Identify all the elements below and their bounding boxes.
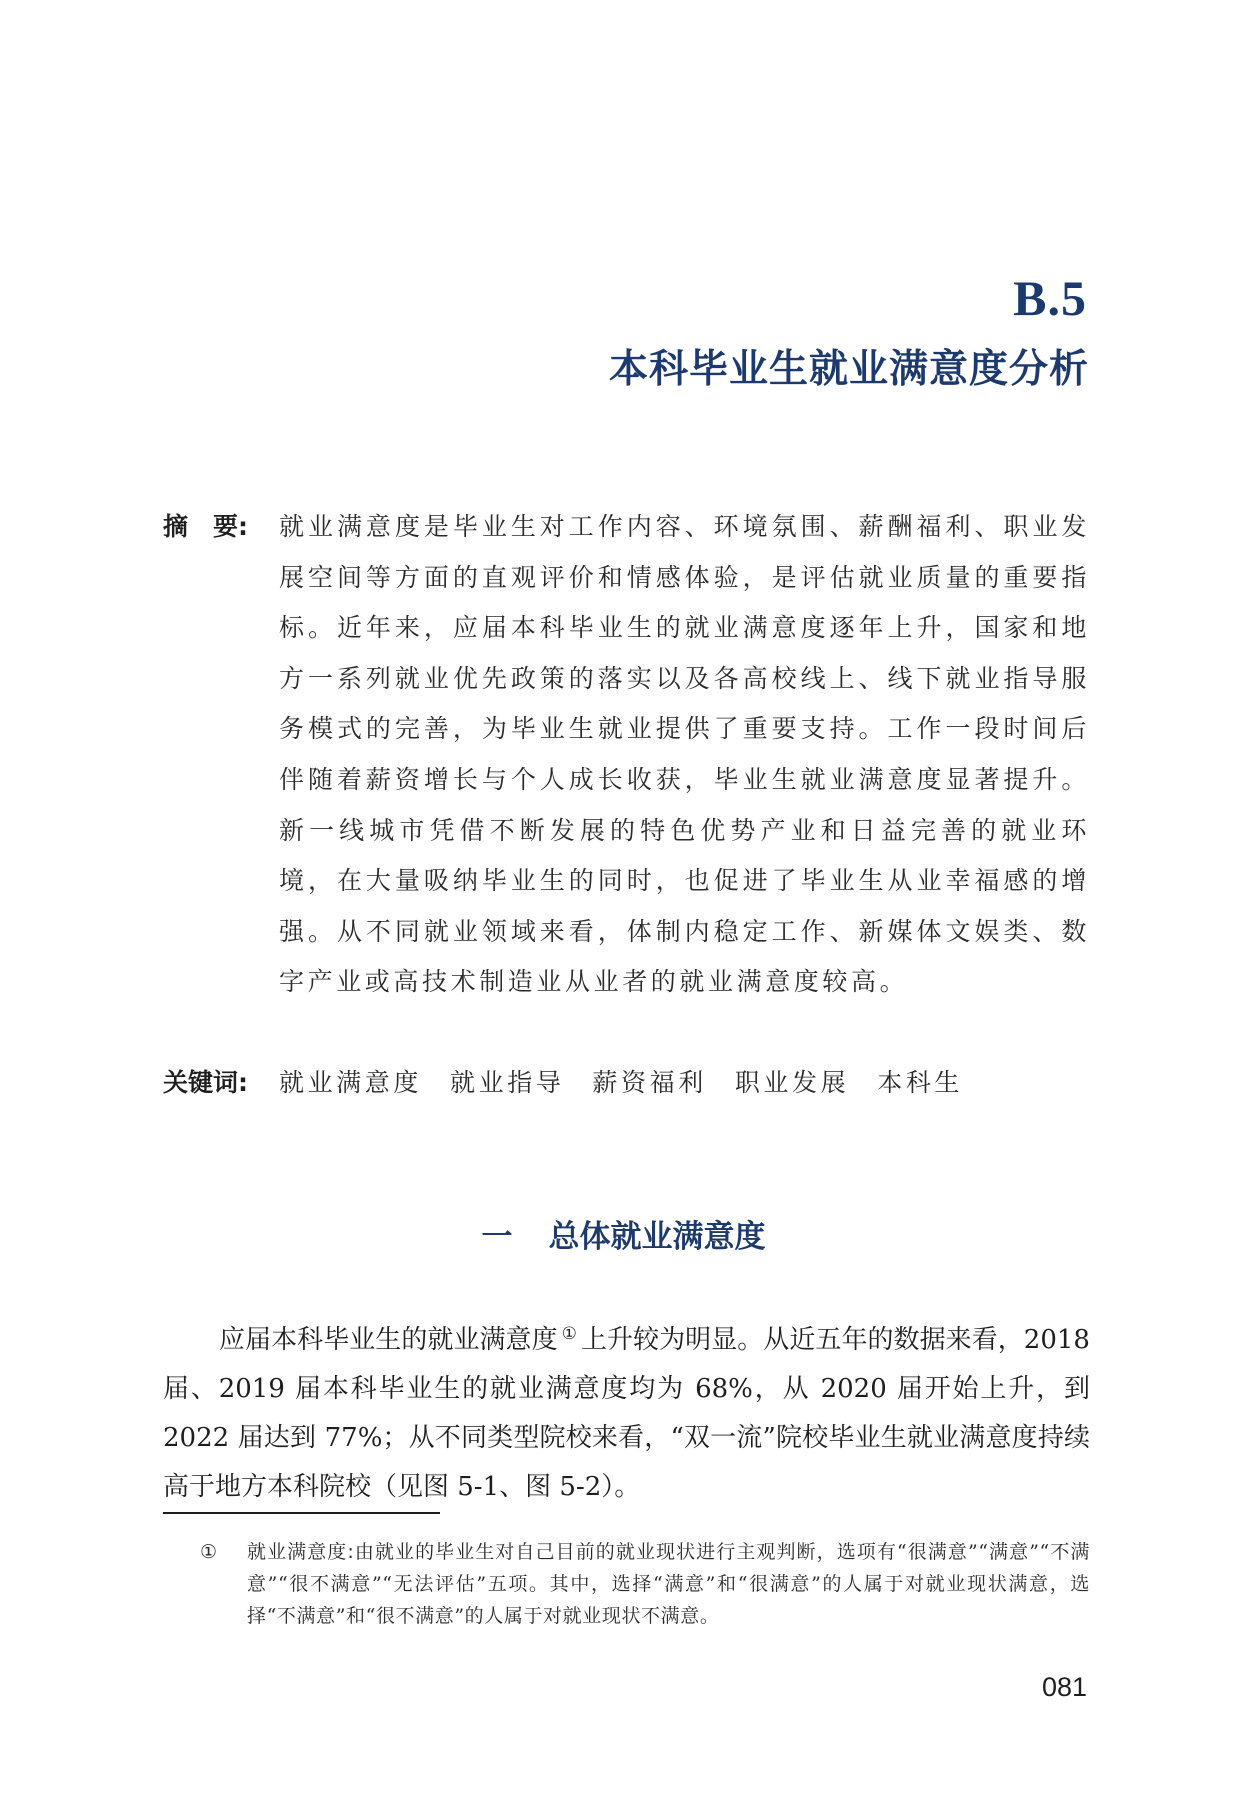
body-paragraph (163, 1310, 1090, 1512)
keyword-item: 薪资福利 (592, 1068, 707, 1097)
body-text-start: 应届本科毕业生的就业满意度 (219, 1325, 558, 1355)
footnote-reference[interactable]: ① (561, 1324, 577, 1344)
chapter-title: 本科毕业生就业满意度分析 (608, 347, 1089, 392)
keywords-label: 关键词: (163, 1068, 248, 1097)
footnote-body: 由就业的毕业生对自己目前的就业现状进行主观判断，选项有“很满意”“满意”“不满意”“很不满意”“无法评估”五项。其中，选择“满意”和“很满意”的人属于对就业现状满意，选择“不满意”和“很不满意”的人属于对就业现状不满意。 (247, 1541, 1090, 1627)
footnote-text (247, 1536, 1090, 1632)
keyword-item: 职业发展 (734, 1068, 850, 1097)
keyword-item: 就业满意度 (279, 1068, 423, 1097)
abstract-text: 就业满意度是毕业生对工作内容、环境氛围、薪酬福利、职业发展空间等方面的直观评价和情感体验，是评估就业质量的重要指标。近年来，应届本科毕业生的就业满意度逐年上升，国家和地方一系列就业优先政策的落实以及各高校线上、线下就业指导服务模式的完善，为毕业生就业提供了重要支持。工作一段时间后伴随着薪资增长与个人成长收获，毕业生就业满意度显著提升。新一线城市凭借不断发展的特色优势产业和日益完善的就业环境，在大量吸纳毕业生的同时，也促进了毕业生从业幸福感的增强。从不同就业领域来看，体制内稳定工作、新媒体文娱类、数字产业或高技术制造业从业者的就业满意度较高。 (279, 512, 1090, 997)
page-number: 081 (1041, 1672, 1087, 1702)
section-title: 总体就业满意度 (548, 1219, 766, 1255)
footnote-term: 就业满意度: (247, 1541, 355, 1563)
footnote-mark: ① (200, 1541, 218, 1563)
section-heading (0, 1212, 1247, 1262)
section-number: 一 (481, 1219, 513, 1255)
keywords-block (163, 1058, 991, 1108)
abstract-label: 摘 要: (163, 512, 248, 541)
chapter-number: B.5 (1013, 270, 1087, 326)
footnote-divider (163, 1512, 440, 1514)
body-text-rest: 上升较为明显。从近五年的数据来看，2018 届、2019 届本科毕业生的就业满意度均为 68%，从 2020 届开始上升，到 2022 届达到 77%；从不同类型院校来看，“双一流”院校毕业生就业满意度持续高于地方本科院校（见图 5-1、图 5-2）。 (163, 1325, 1090, 1502)
keyword-item: 本科生 (877, 1068, 964, 1097)
keyword-item: 就业指导 (450, 1068, 565, 1097)
